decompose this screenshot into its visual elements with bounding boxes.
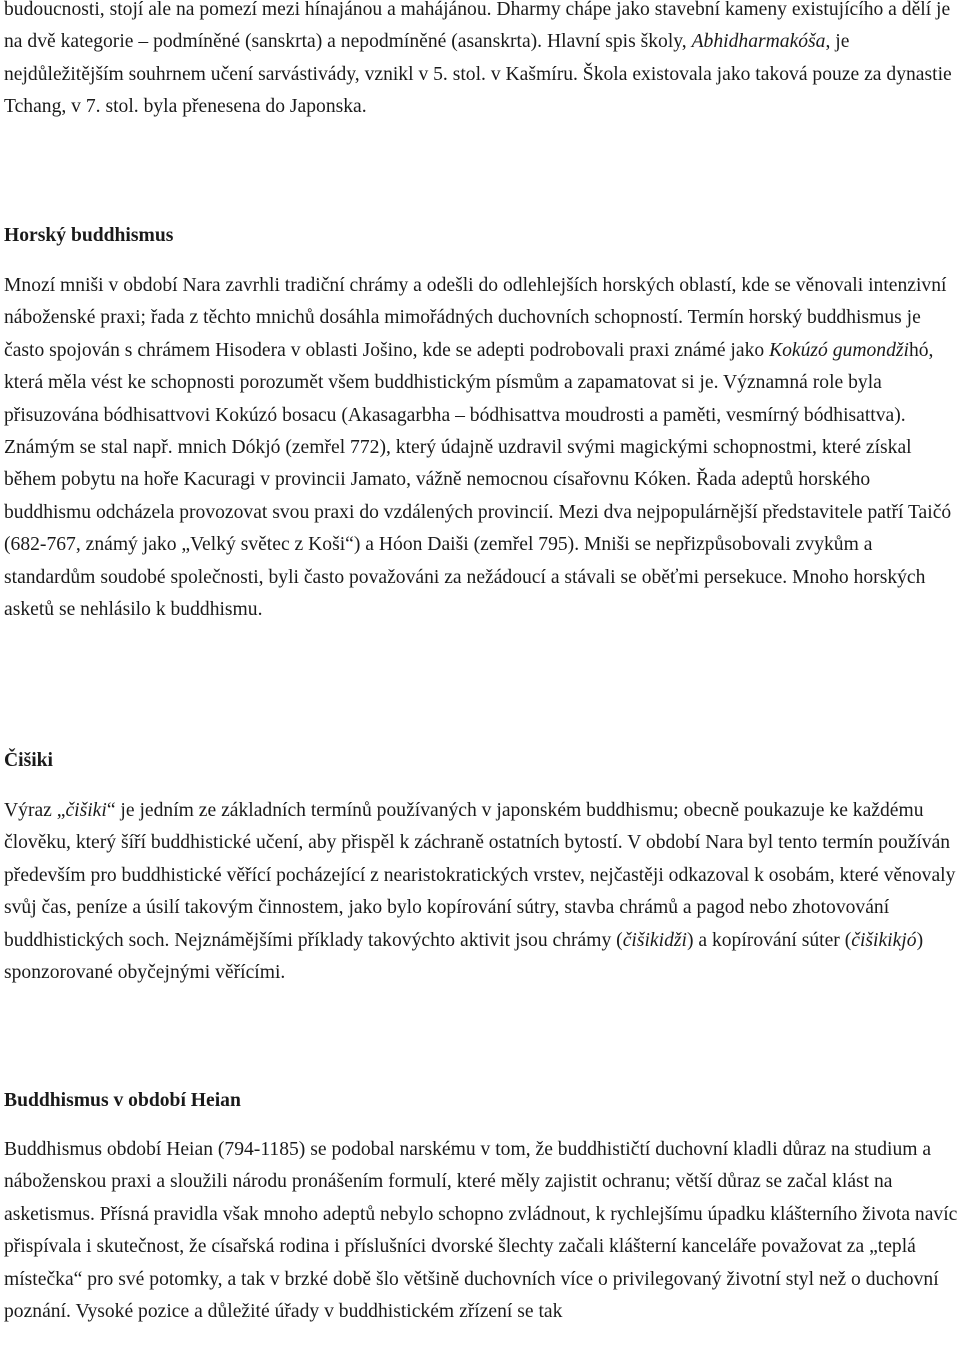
s2-text-c: ) a kopírování súter (	[686, 929, 852, 951]
s2-text-b: “ je jedním ze základních termínů používaných v japonském buddhismu; obecně poukazuje ke každému člověku, který šíří buddhistické učení, aby přispěl k záchraně ostatních bytostí. V období Nara byl tento termín používán především pro buddhistické věřící pocházející z nearistokratických vrstev, nejčastěji odkazoval k osobám, které věnovaly svůj čas, peníze a úsilí takovým činnostem, jako bylo kopírování sútry, stavba chrámů a pagod nebo zhotovování buddhistických soch. Nejznámějšími příklady takovýchto aktivit jsou chrámy (	[4, 800, 956, 951]
s2-text-a: Výraz „	[4, 800, 66, 821]
intro-italic-title: Abhidharmakóša	[691, 31, 826, 53]
heading-cisiki: Čišiki	[4, 750, 54, 771]
paragraph-cisiki	[4, 795, 958, 989]
s1-text-a: Mnozí mniši v období Nara zavrhli tradiční chrámy a odešli do odlehlejších horských oblastí, kde se věnovali intenzivní náboženské praxi; řada z těchto mnichů dosáhla mimořádných duchovních schopností. Termín horský buddhismus je často spojován s chrámem Hisodera v oblasti Jošino, kde se adepti podrobovali praxi známé jako	[4, 275, 947, 361]
s2-italic-cisikikjo: čišikikjó	[851, 929, 917, 951]
paragraph-horsky-buddhismus	[4, 270, 958, 626]
s3-text-a: Buddhismus období Heian (794-1185) se podobal narskému v tom, že buddhističtí duchovní kladli důraz na studium a náboženskou praxi a sloužili národu pronášením formulí, které měly zajistit ochranu; větší důraz se začal klást na asketismus. Přísná pravidla však mnoho adeptů nebylo schopno zvládnout, k rychlejšímu úpadku klášterního života navíc přispívala i skutečnost, že císařská rodina i příslušníci dvorské šlechty začali klášterní kanceláře považovat za „teplá místečka“ pro své potomky, a tak v brzké době šlo většině duchovních více o privilegovaný životní styl než o duchovní poznání. Vysoké pozice a důležité úřady v buddhistickém zřízení se tak	[4, 1139, 958, 1323]
paragraph-buddhismus-heian	[4, 1134, 958, 1328]
intro-text-a: budoucnosti, stojí ale na pomezí mezi hínajánou a mahájánou. Dharmy chápe jako stavební kameny existujícího a dělí je na dvě kategorie – podmíněné (sanskrta) a nepodmíněné (asanskrta). Hlavní spis školy,	[4, 0, 951, 53]
s1-text-b: hó, která měla vést ke schopnosti porozumět všem buddhistickým písmům a zapamatovat si je. Významná role byla přisuzována bódhisattvovi Kokúzó bosacu (Akasagarbha – bódhisattva moudrosti a paměti, vesmírný bódhisattva). Známým se stal např. mnich Dókjó (zemřel 772), který údajně uzdravil svými magickými schopnostmi, které získal během pobytu na hoře Kacuragi v provincii Jamato, vážně nemocnou císařovnu Kóken. Řada adeptů horského buddhismu odcházela provozovat svou praxi do vzdálených provincií. Mezi dva nejpopulárnější představitele patří Taičó (682-767, známý jako „Velký světec z Koši“) a Hóon Daiši (zemřel 795). Mniši se nepřizpůsobovali zvykům a standardům soudobé společnosti, byli často považováni za nežádoucí a stávali se oběťmi persekuce. Mnoho horských asketů se nehlásilo k buddhismu.	[4, 339, 952, 621]
s2-italic-cisiki: čišiki	[65, 800, 107, 821]
s1-italic-term: Kokúzó gumondži	[769, 339, 909, 361]
s2-italic-cisikidzi: čišikidži	[622, 929, 687, 951]
intro-paragraph	[4, 0, 958, 124]
intro-text-b: , je nejdůležitějším souhrnem učení sarvástivády, vznikl v 5. stol. v Kašmíru. Škola existovala jako taková pouze za dynastie Tchang, v 7. stol. byla přenesena do Japonska.	[4, 31, 952, 118]
s2-text-d: ) sponzorované obyčejnými věřícími.	[4, 929, 924, 984]
heading-horsky-buddhismus: Horský buddhismus	[4, 225, 174, 246]
heading-buddhismus-heian: Buddhismus v období Heian	[4, 1090, 241, 1111]
